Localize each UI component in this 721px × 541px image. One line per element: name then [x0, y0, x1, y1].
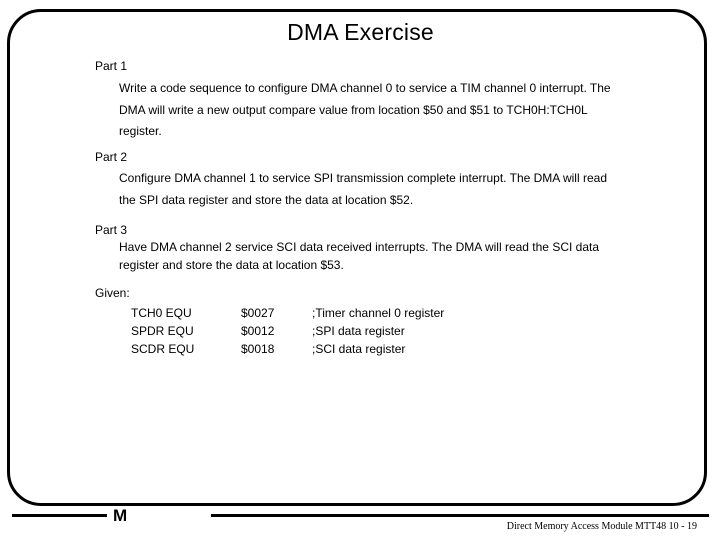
part-1-line-2: DMA will write a new output compare value from location $50 and $51 to TCH0H:TCH0L: [119, 103, 588, 117]
equ-comment: ;SPI data register: [312, 324, 405, 338]
equ-comment: ;Timer channel 0 register: [312, 306, 445, 320]
part-2-line-2: the SPI data register and store the data at location $52.: [119, 193, 414, 207]
part-1-line-3: register.: [119, 124, 162, 138]
equ-name: SCDR EQU: [131, 342, 195, 356]
footer-rule-left: [12, 514, 107, 517]
equ-value: $0018: [241, 342, 275, 356]
part-3-line-2: register and store the data at location $53.: [119, 258, 344, 272]
slide-title: DMA Exercise: [287, 19, 434, 45]
part-3-label: Part 3: [95, 223, 128, 237]
footer-rule-right: [211, 514, 709, 517]
logo: M: [113, 506, 128, 525]
given-label: Given:: [95, 286, 130, 300]
equ-name: SPDR EQU: [131, 324, 194, 338]
equ-value: $0027: [241, 306, 275, 320]
part-3-line-1: Have DMA channel 2 service SCI data received interrupts. The DMA will read the SCI data: [119, 240, 600, 254]
part-1-line-1: Write a code sequence to configure DMA channel 0 to service a TIM channel 0 interrupt. The: [119, 81, 611, 95]
part-2-line-1: Configure DMA channel 1 to service SPI transmission complete interrupt. The DMA will read: [119, 171, 607, 185]
part-1-label: Part 1: [95, 59, 128, 73]
equ-comment: ;SCI data register: [312, 342, 406, 356]
equ-name: TCH0 EQU: [131, 306, 192, 320]
equ-value: $0012: [241, 324, 275, 338]
footer-caption: Direct Memory Access Module MTT48 10 - 19: [506, 521, 697, 532]
part-2-label: Part 2: [95, 150, 128, 164]
